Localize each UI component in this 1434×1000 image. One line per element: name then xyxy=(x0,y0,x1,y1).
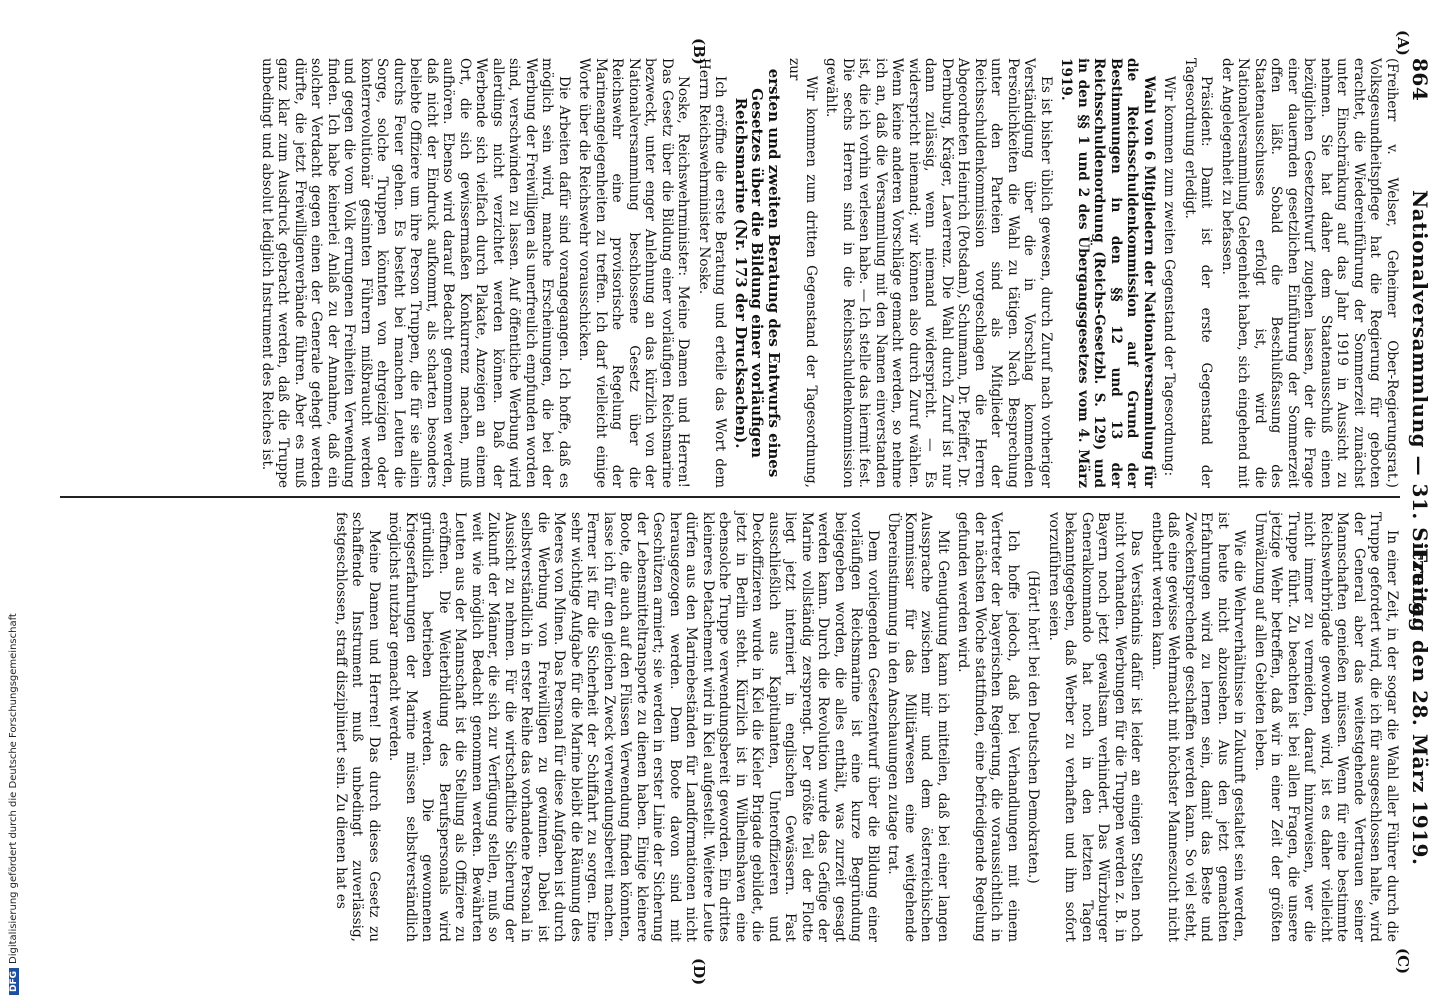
paragraph: Ich eröffne die erste Beratung und erteile das Wort dem Herrn Reichswehrminister Noske. xyxy=(696,58,729,488)
column-divider-line xyxy=(60,496,1400,498)
paragraph: Mit Genugtuung kann ich mitteilen, daß bei einer langen Aussprache zwischen mir und dem österreichischen Kommissar für das Militärwesen eine weitgehende Übereinstimmung in den Anschauungen zutage trat. xyxy=(885,512,951,942)
marker-a: (A) xyxy=(1394,30,1412,56)
dfg-logo: DFG xyxy=(9,968,19,995)
paragraph: Wie die Wehrverhältnisse in Zukunft gestaltet sein werden, ist heute nicht abzusehen. Aus den jetzt gemachten Erfahrungen wird zu lernen sein, damit das Beste und Zweckentsprechende geschaffen werden kann. So viel steht, daß eine gewisse Wehrmacht mit höchster Manneszucht nicht entbehrt werden kann. xyxy=(1149,512,1248,942)
dfg-credit xyxy=(8,613,19,995)
running-title-right: Freitag den 28. März 1919. xyxy=(1408,548,1432,866)
page-number: 864 xyxy=(1408,58,1432,102)
paragraph: Das Verständnis dafür ist leider an einigen Stellen noch nicht vorhanden. Werbungen für die Truppen werden z. B. in Bayern noch jetzt gewaltsam verhindert. Das Würzburger Generalkommando hat noch in den letzten Tagen bekanntgegeben, daß Werber zu verhaften und ihm sofort vorzuführen seien. xyxy=(1046,512,1145,942)
paragraph: Noske, Reichswehrminister: Meine Damen und Herren! Das Gesetz über die Bildung einer vorläufigen Reichsmarine bezweckt, unter enger Anlehnung an das kürzlich von der Nationalversammlung beschlossene Gesetz über die Reichswehr eine provisorische Regelung der Marineangelegenheiten zu treffen. Ich darf vielleicht einige Worte über die Reichswehr vorausschicken. xyxy=(576,58,692,488)
paragraph: Wir kommen zum zweiten Gegenstand der Tagesordnung: xyxy=(1161,76,1178,477)
paragraph: (Freiherr v. Welser, Geheimer Ober-Regierungsrat.) Volksgesundheitspflege hat die Regierung für geboten erachtet, die Wiedereinführung der Sommerzeit zunächst unter Einschränkung auf das Jahr 1919 in Aussicht zu nehmen. Sie hat daher dem Staatenausschuß einen bezüglichen Gesetzentwurf zugehen lassen, der die Frage einer dauernden gesetzlichen Einführung der Sommerzeit offen läßt. Sobald die Beschlußfassung des Staatenausschusses erfolgt ist, wird die Nationalversammlung Gelegenheit haben, sich eingehend mit der Angelegenheit zu befassen. xyxy=(1219,58,1400,488)
paragraph: Meine Damen und Herren! Das durch dieses Gesetz zu schaffende Instrument muß unbedingt zuverlässig, festgeschlossen, straff diszipliniert sein. Zu dienen hat es xyxy=(333,512,382,942)
agenda-item-heading: ersten und zweiten Beratung des Entwurfs eines Gesetzes über die Bildung einer vorläufigen Reichsmarine (Nr. 173 der Drucksachen). xyxy=(732,68,783,478)
running-title-left: Nationalversammlung — 31. Sitzung. xyxy=(1408,190,1432,624)
paragraph: In einer Zeit, in der sogar die Wahl aller Führer durch die Truppe gefordert wird, die ich für ausgeschlossen halte, wird der General aber das weitestgehende Vertrauen seiner Mannschaften genießen müssen. Wenn für eine bestimmte Reichswehrbrigade geworben wird, ist es daher vielleicht nicht immer zu vermeiden, darauf hinzuweisen, wer die Truppe führt. Zu beachten ist bei allen Fragen, die unsere jetzige Wehr betreffen, daß wir in einer Zeit der größten Umwälzung auf allen Gebieten leben. xyxy=(1252,512,1400,942)
paragraph: Es ist bisher üblich gewesen, durch Zuruf nach vorheriger Verständigung über die in Vorschlag kommenden Persönlichkeiten die Wahl zu tätigen. Nach Besprechung unter den Parteien sind als Mitglieder der Reichsschuldenkommission vorgeschlagen die Herren Abgeordneten Heinrich (Potsdam), Schumann, Dr. Pfeiffer, Dr. Dernburg, Kräger, Laverrenz. Die Wahl durch Zuruf ist nur dann zulässig, wenn niemand widerspricht. — Es widerspricht niemand; wir können also durch Zuruf wählen. Wenn keine anderen Vorschläge gemacht werden, so nehme ich an, daß die Versammlung mit den Namen einverstanden ist, die ich vorhin verlesen habe. — Ich stelle das hiermit fest. Die sechs Herren sind in die Reichsschuldenkommission gewählt. xyxy=(823,58,1054,488)
marker-d: (D) xyxy=(690,958,708,986)
marker-c: (C) xyxy=(1394,948,1412,975)
paragraph: Ich hoffe jedoch, daß bei Verhandlungen mit einem Vertreter der bayerischen Regierung, die voraussichtlich in der nächsten Woche stattfinden, eine befriedigende Regelung gefunden werden wird. xyxy=(955,512,1021,942)
dfg-credit-text: Digitalisierung gefördert durch die Deutsche Forschungsgemeinschaft xyxy=(8,613,19,964)
paragraph: Dem vorliegenden Gesetzentwurf über die Bildung einer vorläufigen Reichsmarine ist eine kurze Begründung beigegeben worden, die alles enthält, was zurzeit gesagt werden kann. Durch die Revolution wurde das Gefüge der Marine vollständig zersprengt. Der größte Teil der Flotte liegt jetzt interniert in englischen Gewässern. Fast ausschließlich aus Kapitulanten, Unteroffizieren und Deckoffizieren wurde in Kiel die Kieler Brigade gebildet, die jetzt in Berlin steht. Kürzlich ist in Wilhelmshaven eine ebensolche Truppe verwendungsbereit geworden. Ein drittes kleineres Detachement wird in Kiel aufgestellt. Weitere Leute dürfen aus den Marinebeständen für Landformationen nicht herausgezogen werden. Denn Boote davon sind mit Geschützen armiert; sie werden in erster Linie der Sicherung der Lebensmitteltransporte zu dienen haben. Einige kleinere Boote, die auch auf den Flüssen Verwendung finden könnten, lasse ich für den gleichen Zweck verwendungsbereit machen. Ferner ist für die Sicherheit der Schiffahrt zu sorgen. Eine sehr wichtige Aufgabe für die Marine bleibt die Räumung des Meeres von Minen. Das Personal für diese Aufgaben ist durch die Werbung von Freiwilligen zu gewinnen. Dabei ist selbstverständlich in erster Reihe das vorhandene Personal in Aussicht zu nehmen. Für die wirtschaftliche Sicherung der Zukunft der Männer, die sich zur Verfügung stellen, muß so weit wie möglich Bedacht genommen werden. Bewährten Leuten aus der Mannschaft ist die Stellung als Offiziere zu eröffnen. Die Weiterbildung des Berufspersonals wird gründlich betrieben werden. Die gewonnenen Kriegserfahrungen der Marine müssen selbstverständlich möglichst nutzbar gemacht werden. xyxy=(386,512,881,942)
column-right xyxy=(329,512,1401,942)
paragraph: Präsident: Damit ist der erste Gegenstand der Tagesordnung erledigt. xyxy=(1182,58,1215,488)
paragraph: Wir kommen zum dritten Gegenstand der Tagesordnung, zur xyxy=(786,58,819,488)
column-left xyxy=(255,58,1401,488)
agenda-item-heading: Wahl von 6 Mitgliedern der Nationalversammlung für die Reichsschuldenkommission auf Grund der Bestimmungen in den §§ 12 und 13 der Reichsschuldenordnung (Reichs-Gesetzbl. S. 129) und in den §§ 1 und 2 des Übergangsgesetzes vom 4. März 1919. xyxy=(1058,58,1157,488)
interjection: (Hört! hört! bei den Deutschen Demokraten.) xyxy=(1025,570,1042,884)
paragraph: Die Arbeiten dafür sind vorangegangen. Ich hoffe, daß es möglich sein wird, manche Erscheinungen, die bei der Werbung der Freiwilligen als unerfreulich empfunden worden sind, verschwinden zu lassen. Auf öffentliche Werbung wird allerdings nicht verzichtet werden können. Daß der Werbende sich vielfach durch Plakate, Anzeigen an einem Ort, die sich gewissermaßen Konkurrenz machen, muß aufhören. Ebenso wird darauf Bedacht genommen werden, daß nicht der Eindruck aufkommt, als scharten besonders beliebte Offiziere um ihre Person Truppen, die für sie allein durchs Feuer gehen. Es besteht bei manchen Leuten die Sorge, solche Truppen könnten von ehrgeizigen oder konterrevolutionär gesinnten Führern mißbraucht werden und gegen die vom Volk errungenen Freiheiten Verwendung finden. Ich habe keinerlei Anlaß zu der Annahme, daß ein solcher Verdacht gegen einen der Generale gehegt werden dürfte, die jetzt Freiwilligenverbände führen. Aber es muß ganz klar zum Ausdruck gebracht werden, daß die Truppe unbedingt und absolut lediglich Instrument des Reiches ist. xyxy=(259,58,572,488)
marker-b: (B) xyxy=(690,38,708,65)
